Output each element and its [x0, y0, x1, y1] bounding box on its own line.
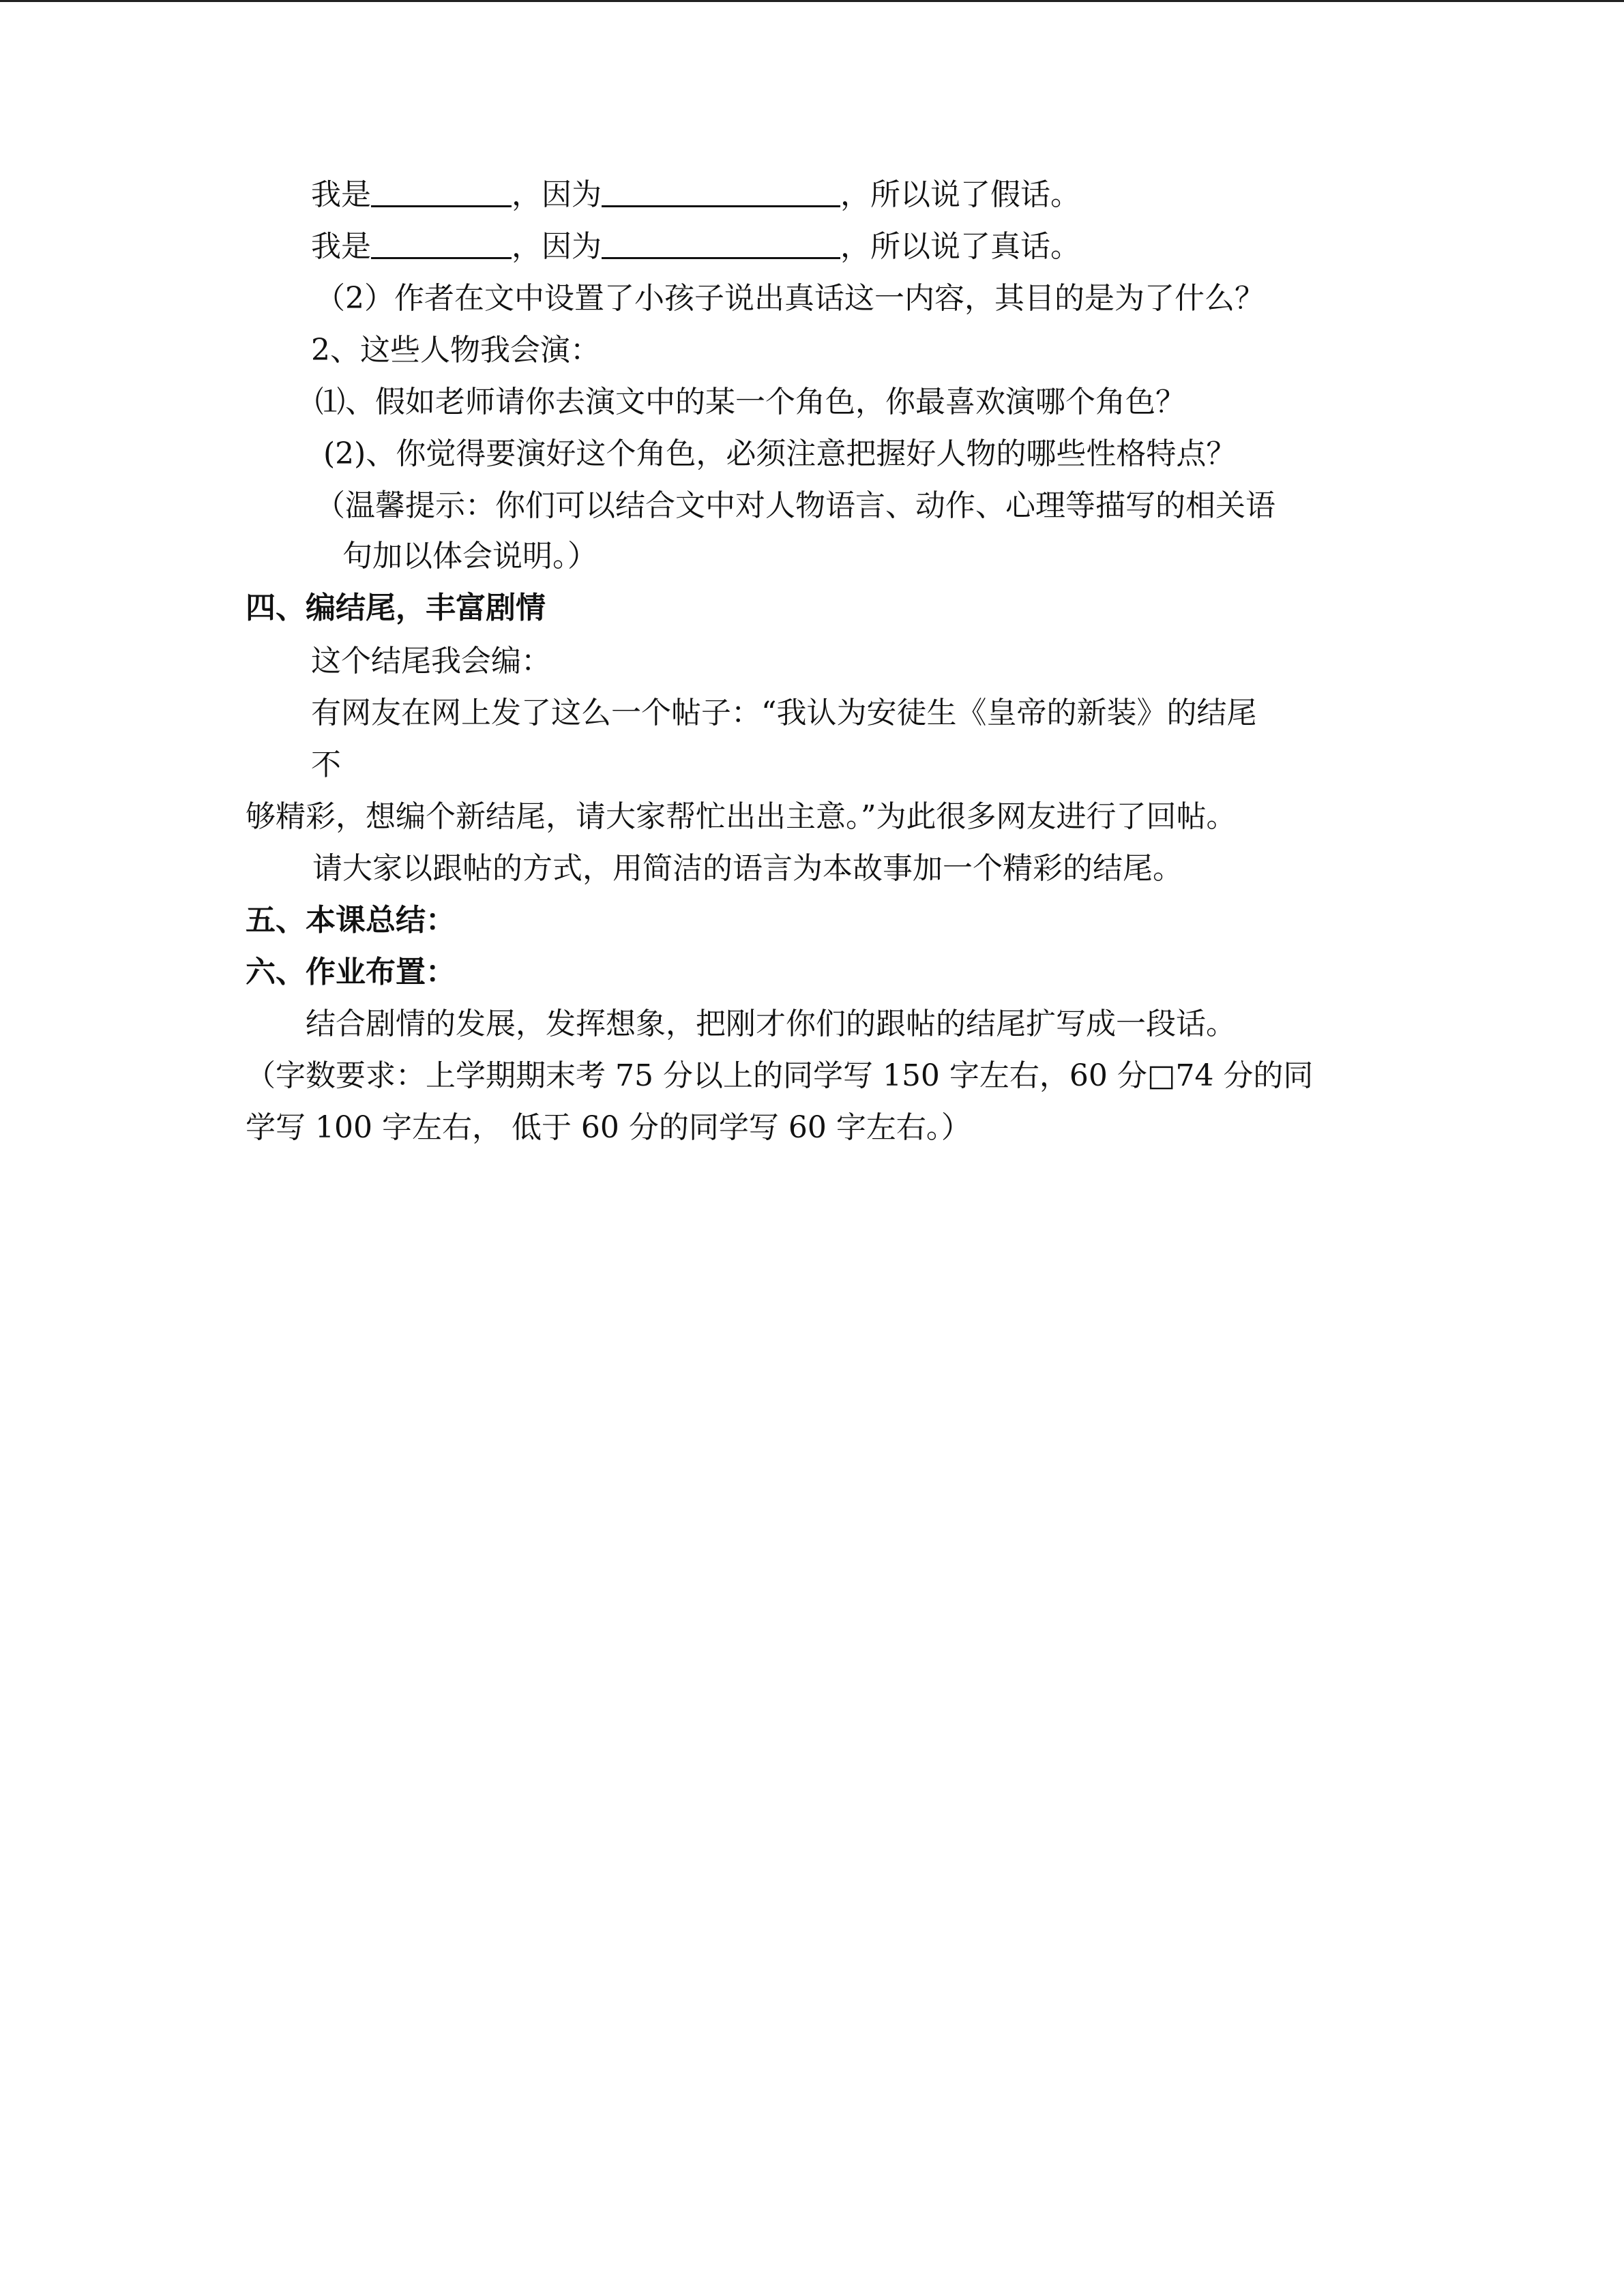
item-2-question-2: (2)、你觉得要演好这个角色，必须注意把握好人物的哪些性格特点？ [323, 436, 1237, 471]
question-child-truth: （2）作者在文中设置了小孩子说出真话这一内容，其目的是为了什么？ [315, 281, 1265, 316]
item-2-title: 2、这些人物我会演： [311, 333, 600, 368]
fill-in-prefix: 我是 [311, 229, 371, 264]
fill-in-suffix: ，所以说了假话。 [840, 177, 1080, 212]
item-2-question-1: ⑴、假如老师请你去演文中的某一个角色，你最喜欢演哪个角色？ [315, 385, 1185, 419]
section-5-title: 五、本课总结： [246, 903, 456, 938]
fill-in-blank-reason[interactable] [602, 227, 840, 259]
section-4-title: 四、编结尾，丰富剧情 [246, 591, 546, 625]
section-4-intro: 这个结尾我会编： [311, 644, 551, 679]
section-6-title: 六、作业布置： [246, 955, 456, 989]
section-6-paragraph-2: （字数要求：上学期期末考 75 分以上的同学写 150 字左右，60 分□74 分的同 [246, 1058, 1314, 1093]
fill-in-line-lie [311, 175, 1080, 215]
fill-in-prefix: 我是 [311, 177, 371, 212]
top-border [0, 0, 1624, 2]
section-6-paragraph-1: 结合剧情的发展，发挥想象，把刚才你们的跟帖的结尾扩写成一段话。 [306, 1007, 1236, 1041]
section-4-paragraph-3: 请大家以跟帖的方式，用简洁的语言为本故事加一个精彩的结尾。 [312, 851, 1183, 886]
fill-in-suffix: ，所以说了真话。 [840, 229, 1080, 264]
fill-in-line-truth [311, 226, 1080, 267]
fill-in-blank-role[interactable] [371, 227, 512, 259]
fill-in-blank-reason[interactable] [602, 175, 840, 207]
section-4-paragraph-1: 有网友在网上发了这么一个帖子：“我认为安徒生《皇帝的新装》的结尾 [311, 696, 1257, 730]
fill-in-because: ，因为 [512, 229, 602, 264]
section-4-paragraph-1-wrap: 不 [311, 747, 341, 782]
hint-line-1: （温馨提示：你们可以结合文中对人物语言、动作、心理等描写的相关语 [315, 488, 1275, 523]
fill-in-because: ，因为 [512, 177, 602, 212]
hint-line-2: 句加以体会说明。） [342, 539, 597, 573]
section-6-paragraph-3: 学写 100 字左右， 低于 60 分的同学写 60 字左右。） [246, 1110, 971, 1145]
fill-in-blank-role[interactable] [371, 175, 512, 207]
section-4-paragraph-2: 够精彩，想编个新结尾，请大家帮忙出出主意。”为此很多网友进行了回帖。 [246, 799, 1237, 834]
